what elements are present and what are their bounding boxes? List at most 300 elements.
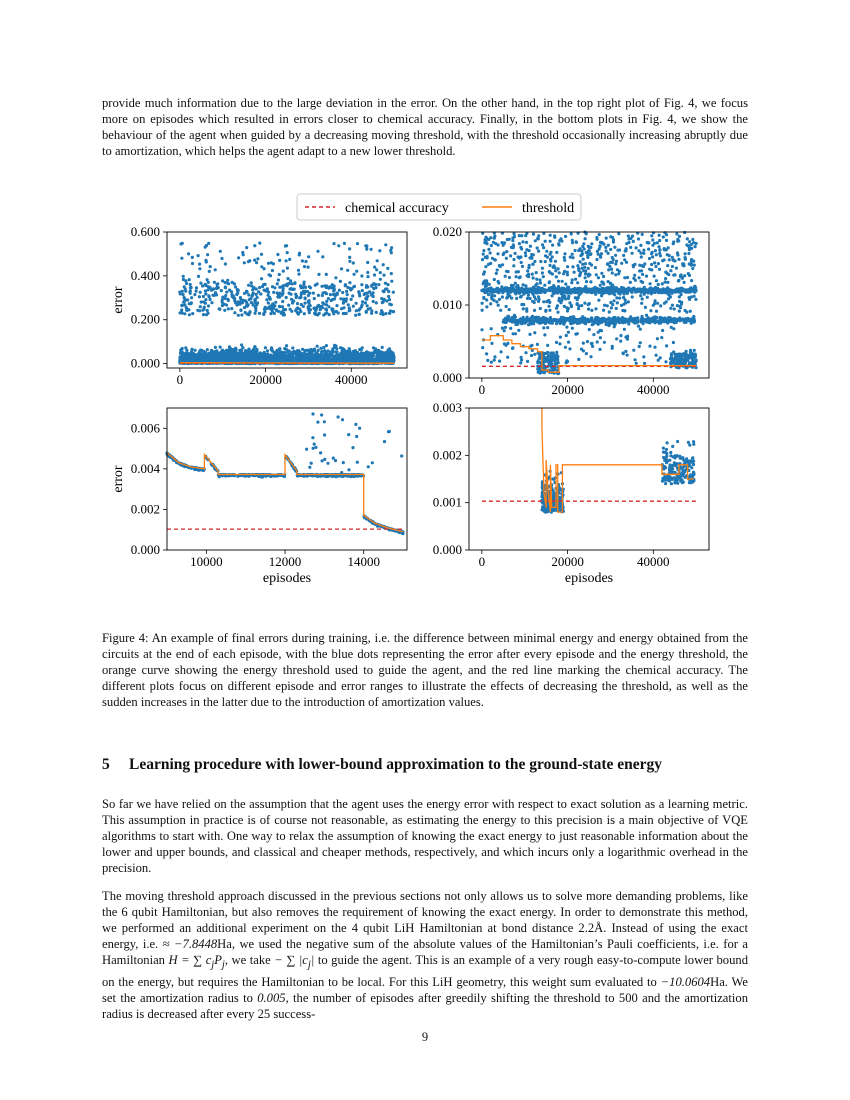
scatter-point bbox=[559, 301, 562, 304]
scatter-point bbox=[361, 346, 364, 349]
scatter-point bbox=[285, 344, 288, 347]
intro-paragraph: provide much information due to the large deviation in the error. On the other hand, in the top right plot of Fig. 4, we focus more on episodes which resulted in errors closer to chemical accuracy. Finally, in the bottom plots in Fig. 4, we show the behaviour of the agent when guided by a decreasing moving threshold, with the threshold occasionally increasing abruptly due to amortization, which helps the agent adapt to a new lower threshold. bbox=[102, 96, 748, 158]
scatter-point bbox=[678, 289, 681, 292]
scatter-point bbox=[207, 285, 210, 288]
scatter-point bbox=[600, 241, 603, 244]
scatter-point bbox=[368, 290, 371, 293]
scatter-point bbox=[663, 247, 666, 250]
scatter-point bbox=[264, 346, 267, 349]
scatter-point bbox=[254, 350, 257, 353]
scatter-point bbox=[265, 298, 268, 301]
scatter-point bbox=[362, 356, 365, 359]
scatter-point bbox=[667, 290, 670, 293]
scatter-point bbox=[355, 302, 358, 305]
scatter-point bbox=[322, 291, 325, 294]
scatter-point bbox=[511, 316, 514, 319]
scatter-point bbox=[353, 285, 356, 288]
scatter-point bbox=[648, 257, 651, 260]
scatter-point bbox=[348, 247, 351, 250]
scatter-point bbox=[654, 299, 657, 302]
scatter-point bbox=[609, 248, 612, 251]
scatter-point bbox=[188, 313, 191, 316]
scatter-point bbox=[338, 289, 341, 292]
scatter-point bbox=[261, 353, 264, 356]
scatter-point bbox=[182, 275, 185, 278]
scatter-point bbox=[614, 273, 617, 276]
scatter-point bbox=[348, 281, 351, 284]
scatter-point bbox=[626, 276, 629, 279]
scatter-point bbox=[242, 253, 245, 256]
scatter-point bbox=[299, 296, 302, 299]
scatter-point bbox=[607, 252, 610, 255]
scatter-point bbox=[496, 252, 499, 255]
scatter-point bbox=[643, 293, 646, 296]
scatter-point bbox=[304, 260, 307, 263]
scatter-point bbox=[623, 276, 626, 279]
scatter-point bbox=[531, 273, 534, 276]
scatter-point bbox=[605, 290, 608, 293]
scatter-point bbox=[270, 348, 273, 351]
scatter-point bbox=[641, 273, 644, 276]
scatter-point bbox=[624, 301, 627, 304]
scatter-point bbox=[485, 242, 488, 245]
scatter-point bbox=[179, 242, 182, 245]
scatter-point bbox=[199, 282, 202, 285]
scatter-point bbox=[204, 292, 207, 295]
scatter-point bbox=[539, 319, 542, 322]
scatter-point bbox=[580, 304, 583, 307]
scatter-point bbox=[275, 354, 278, 357]
scatter-point bbox=[366, 304, 369, 307]
scatter-point bbox=[604, 246, 607, 249]
scatter-point bbox=[658, 288, 661, 291]
scatter-point bbox=[481, 302, 484, 305]
scatter-point bbox=[307, 300, 310, 303]
scatter-point bbox=[365, 244, 368, 247]
scatter-point bbox=[655, 253, 658, 256]
scatter-point bbox=[227, 348, 230, 351]
scatter-point bbox=[285, 296, 288, 299]
scatter-point bbox=[387, 295, 390, 298]
scatter-point bbox=[376, 352, 379, 355]
y-tick-label: 0.600 bbox=[130, 224, 160, 239]
legend-threshold: threshold bbox=[522, 201, 575, 216]
scatter-point bbox=[380, 297, 383, 300]
scatter-point bbox=[313, 297, 316, 300]
scatter-point bbox=[244, 299, 247, 302]
scatter-point bbox=[253, 345, 256, 348]
scatter-point bbox=[207, 352, 210, 355]
scatter-point bbox=[623, 309, 626, 312]
scatter-point bbox=[302, 305, 305, 308]
scatter-point bbox=[607, 244, 610, 247]
scatter-point bbox=[493, 294, 496, 297]
scatter-point bbox=[258, 286, 261, 289]
scatter-point bbox=[211, 288, 214, 291]
scatter-point bbox=[512, 320, 515, 323]
scatter-point bbox=[290, 298, 293, 301]
scatter-point bbox=[346, 269, 349, 272]
scatter-point bbox=[378, 249, 381, 252]
scatter-point bbox=[597, 276, 600, 279]
scatter-point bbox=[501, 295, 504, 298]
scatter-point bbox=[266, 349, 269, 352]
scatter-point bbox=[630, 290, 633, 293]
scatter-point bbox=[675, 232, 678, 235]
scatter-point bbox=[241, 301, 244, 304]
scatter-point bbox=[515, 290, 518, 293]
scatter-point bbox=[574, 278, 577, 281]
scatter-point bbox=[587, 303, 590, 306]
scatter-point bbox=[247, 284, 250, 287]
scatter-point bbox=[645, 318, 648, 321]
scatter-point bbox=[226, 298, 229, 301]
scatter-point bbox=[690, 295, 693, 298]
scatter-point bbox=[325, 308, 328, 311]
scatter-point bbox=[559, 237, 562, 240]
scatter-point bbox=[271, 285, 274, 288]
scatter-point bbox=[328, 285, 331, 288]
scatter-point bbox=[348, 260, 351, 263]
scatter-point bbox=[535, 271, 538, 274]
scatter-point bbox=[542, 275, 545, 278]
scatter-point bbox=[248, 310, 251, 313]
scatter-point bbox=[290, 353, 293, 356]
scatter-point bbox=[584, 272, 587, 275]
scatter-point bbox=[198, 309, 201, 312]
scatter-point bbox=[313, 348, 316, 351]
scatter-point bbox=[239, 309, 242, 312]
scatter-point bbox=[271, 269, 274, 272]
scatter-point bbox=[604, 318, 607, 321]
scatter-point bbox=[677, 239, 680, 242]
scatter-point bbox=[325, 286, 328, 289]
scatter-point bbox=[666, 264, 669, 267]
scatter-point bbox=[385, 299, 388, 302]
scatter-point bbox=[387, 290, 390, 293]
scatter-point bbox=[382, 263, 385, 266]
scatter-point bbox=[202, 300, 205, 303]
scatter-point bbox=[225, 291, 228, 294]
scatter-point bbox=[204, 289, 207, 292]
scatter-point bbox=[234, 285, 237, 288]
scatter-point bbox=[342, 298, 345, 301]
y-axis-label: error bbox=[111, 286, 126, 314]
scatter-point bbox=[264, 355, 267, 358]
scatter-point bbox=[620, 262, 623, 265]
scatter-point bbox=[629, 281, 632, 284]
scatter-point bbox=[317, 273, 320, 276]
scatter-point bbox=[610, 268, 613, 271]
scatter-point bbox=[350, 298, 353, 301]
scatter-point bbox=[521, 240, 524, 243]
scatter-point bbox=[206, 309, 209, 312]
scatter-point bbox=[308, 311, 311, 314]
scatter-point bbox=[645, 289, 648, 292]
panel-top-left bbox=[111, 224, 407, 387]
scatter-point bbox=[658, 268, 661, 271]
scatter-point bbox=[291, 282, 294, 285]
scatter-point bbox=[190, 301, 193, 304]
scatter-point bbox=[221, 298, 224, 301]
scatter-point bbox=[278, 354, 281, 357]
scatter-points bbox=[178, 242, 395, 366]
scatter-point bbox=[250, 281, 253, 284]
scatter-point bbox=[339, 355, 342, 358]
scatter-point bbox=[335, 350, 338, 353]
scatter-point bbox=[201, 356, 204, 359]
scatter-point bbox=[191, 256, 194, 259]
scatter-point bbox=[184, 346, 187, 349]
scatter-point bbox=[571, 278, 574, 281]
scatter-point bbox=[651, 255, 654, 258]
scatter-point bbox=[389, 249, 392, 252]
scatter-point bbox=[640, 290, 643, 293]
scatter-point bbox=[185, 309, 188, 312]
scatter-point bbox=[548, 270, 551, 273]
scatter-point bbox=[595, 258, 598, 261]
scatter-point bbox=[544, 240, 547, 243]
scatter-point bbox=[390, 246, 393, 249]
scatter-point bbox=[623, 292, 626, 295]
scatter-point bbox=[487, 293, 490, 296]
scatter-point bbox=[597, 318, 600, 321]
scatter-point bbox=[524, 251, 527, 254]
scatter-point bbox=[618, 297, 621, 300]
scatter-point bbox=[482, 297, 485, 300]
scatter-point bbox=[579, 292, 582, 295]
scatter-point bbox=[254, 309, 257, 312]
scatter-point bbox=[284, 308, 287, 311]
scatter-point bbox=[574, 249, 577, 252]
scatter-point bbox=[662, 235, 665, 238]
scatter-point bbox=[317, 294, 320, 297]
scatter-point bbox=[379, 278, 382, 281]
scatter-point bbox=[659, 254, 662, 257]
scatter-points bbox=[480, 231, 697, 376]
scatter-point bbox=[191, 262, 194, 265]
scatter-point bbox=[595, 287, 598, 290]
scatter-point bbox=[188, 278, 191, 281]
scatter-point bbox=[372, 346, 375, 349]
scatter-point bbox=[210, 301, 213, 304]
scatter-point bbox=[617, 316, 620, 319]
scatter-point bbox=[392, 291, 395, 294]
scatter-point bbox=[354, 314, 357, 317]
scatter-point bbox=[505, 257, 508, 260]
scatter-point bbox=[346, 293, 349, 296]
scatter-point bbox=[588, 290, 591, 293]
scatter-point bbox=[628, 237, 631, 240]
scatter-point bbox=[293, 282, 296, 285]
scatter-point bbox=[498, 264, 501, 267]
scatter-point bbox=[671, 304, 674, 307]
scatter-point bbox=[365, 286, 368, 289]
scatter-point bbox=[584, 322, 587, 325]
scatter-point bbox=[231, 281, 234, 284]
scatter-point bbox=[323, 356, 326, 359]
scatter-point bbox=[286, 351, 289, 354]
scatter-point bbox=[527, 266, 530, 269]
scatter-point bbox=[522, 316, 525, 319]
scatter-point bbox=[372, 300, 375, 303]
scatter-point bbox=[651, 238, 654, 241]
scatter-point bbox=[332, 312, 335, 315]
scatter-point bbox=[373, 266, 376, 269]
scatter-point bbox=[669, 269, 672, 272]
scatter-point bbox=[571, 317, 574, 320]
scatter-point bbox=[498, 298, 501, 301]
scatter-point bbox=[276, 291, 279, 294]
scatter-point bbox=[313, 356, 316, 359]
scatter-point bbox=[558, 297, 561, 300]
scatter-point bbox=[667, 293, 670, 296]
scatter-point bbox=[372, 287, 375, 290]
scatter-point bbox=[691, 267, 694, 270]
scatter-point bbox=[586, 256, 589, 259]
scatter-point bbox=[180, 308, 183, 311]
scatter-point bbox=[219, 250, 222, 253]
scatter-point bbox=[691, 238, 694, 241]
scatter-point bbox=[576, 318, 579, 321]
scatter-point bbox=[653, 302, 656, 305]
scatter-point bbox=[635, 321, 638, 324]
scatter-point bbox=[182, 293, 185, 296]
scatter-point bbox=[577, 249, 580, 252]
scatter-point bbox=[654, 265, 657, 268]
scatter-point bbox=[233, 311, 236, 314]
scatter-point bbox=[191, 312, 194, 315]
scatter-point bbox=[511, 239, 514, 242]
scatter-point bbox=[327, 297, 330, 300]
scatter-point bbox=[663, 258, 666, 261]
scatter-point bbox=[586, 318, 589, 321]
scatter-point bbox=[189, 283, 192, 286]
scatter-point bbox=[539, 307, 542, 310]
scatter-point bbox=[316, 250, 319, 253]
scatter-point bbox=[335, 304, 338, 307]
scatter-point bbox=[609, 261, 612, 264]
scatter-point bbox=[184, 279, 187, 282]
scatter-point bbox=[286, 251, 289, 254]
scatter-point bbox=[606, 304, 609, 307]
scatter-point bbox=[304, 290, 307, 293]
scatter-point bbox=[678, 295, 681, 298]
x-tick-label: 40000 bbox=[335, 372, 368, 387]
x-tick-label: 0 bbox=[176, 372, 184, 387]
scatter-point bbox=[373, 273, 376, 276]
scatter-point bbox=[504, 275, 507, 278]
scatter-point bbox=[195, 286, 198, 289]
scatter-point bbox=[658, 239, 661, 242]
scatter-point bbox=[694, 245, 697, 248]
scatter-point bbox=[600, 272, 603, 275]
scatter-point bbox=[380, 309, 383, 312]
scatter-point bbox=[673, 307, 676, 310]
scatter-point bbox=[278, 273, 281, 276]
scatter-point bbox=[225, 303, 228, 306]
scatter-point bbox=[246, 305, 249, 308]
scatter-point bbox=[245, 354, 248, 357]
scatter-point bbox=[307, 266, 310, 269]
scatter-point bbox=[351, 356, 354, 359]
scatter-point bbox=[193, 293, 196, 296]
scatter-point bbox=[616, 268, 619, 271]
scatter-point bbox=[637, 237, 640, 240]
scatter-point bbox=[577, 307, 580, 310]
scatter-point bbox=[596, 322, 599, 325]
scatter-point bbox=[364, 301, 367, 304]
scatter-point bbox=[252, 292, 255, 295]
scatter-point bbox=[354, 349, 357, 352]
scatter-point bbox=[542, 246, 545, 249]
scatter-point bbox=[303, 265, 306, 268]
scatter-point bbox=[198, 295, 201, 298]
scatter-point bbox=[290, 287, 293, 290]
scatter-point bbox=[308, 285, 311, 288]
scatter-point bbox=[639, 294, 642, 297]
scatter-point bbox=[382, 313, 385, 316]
scatter-point bbox=[321, 301, 324, 304]
scatter-point bbox=[598, 247, 601, 250]
scatter-point bbox=[285, 348, 288, 351]
scatter-point bbox=[532, 322, 535, 325]
scatter-point bbox=[598, 233, 601, 236]
scatter-point bbox=[499, 309, 502, 312]
scatter-point bbox=[615, 296, 618, 299]
scatter-point bbox=[258, 242, 261, 245]
scatter-point bbox=[327, 305, 330, 308]
scatter-point bbox=[533, 309, 536, 312]
scatter-point bbox=[508, 276, 511, 279]
scatter-point bbox=[534, 239, 537, 242]
scatter-point bbox=[322, 346, 325, 349]
scatter-point bbox=[505, 296, 508, 299]
scatter-point bbox=[679, 318, 682, 321]
scatter-point bbox=[330, 299, 333, 302]
scatter-point bbox=[595, 273, 598, 276]
scatter-point bbox=[332, 242, 335, 245]
scatter-point bbox=[385, 351, 388, 354]
scatter-point bbox=[530, 316, 533, 319]
scatter-point bbox=[551, 244, 554, 247]
scatter-point bbox=[314, 353, 317, 356]
scatter-point bbox=[297, 269, 300, 272]
scatter-point bbox=[556, 291, 559, 294]
scatter-point bbox=[356, 353, 359, 356]
scatter-point bbox=[486, 289, 489, 292]
scatter-point bbox=[206, 253, 209, 256]
scatter-point bbox=[335, 310, 338, 313]
scatter-point bbox=[247, 260, 250, 263]
scatter-point bbox=[278, 357, 281, 360]
y-tick-label: 0.200 bbox=[130, 311, 160, 327]
scatter-point bbox=[179, 311, 182, 314]
scatter-point bbox=[602, 309, 605, 312]
scatter-point bbox=[541, 288, 544, 291]
scatter-point bbox=[319, 353, 322, 356]
scatter-point bbox=[253, 301, 256, 304]
scatter-point bbox=[274, 301, 277, 304]
scatter-point bbox=[600, 287, 603, 290]
scatter-point bbox=[321, 255, 324, 258]
scatter-point bbox=[289, 293, 292, 296]
scatter-point bbox=[364, 292, 367, 295]
scatter-point bbox=[181, 347, 184, 350]
scatter-point bbox=[621, 321, 624, 324]
scatter-point bbox=[390, 280, 393, 283]
scatter-point bbox=[558, 271, 561, 274]
